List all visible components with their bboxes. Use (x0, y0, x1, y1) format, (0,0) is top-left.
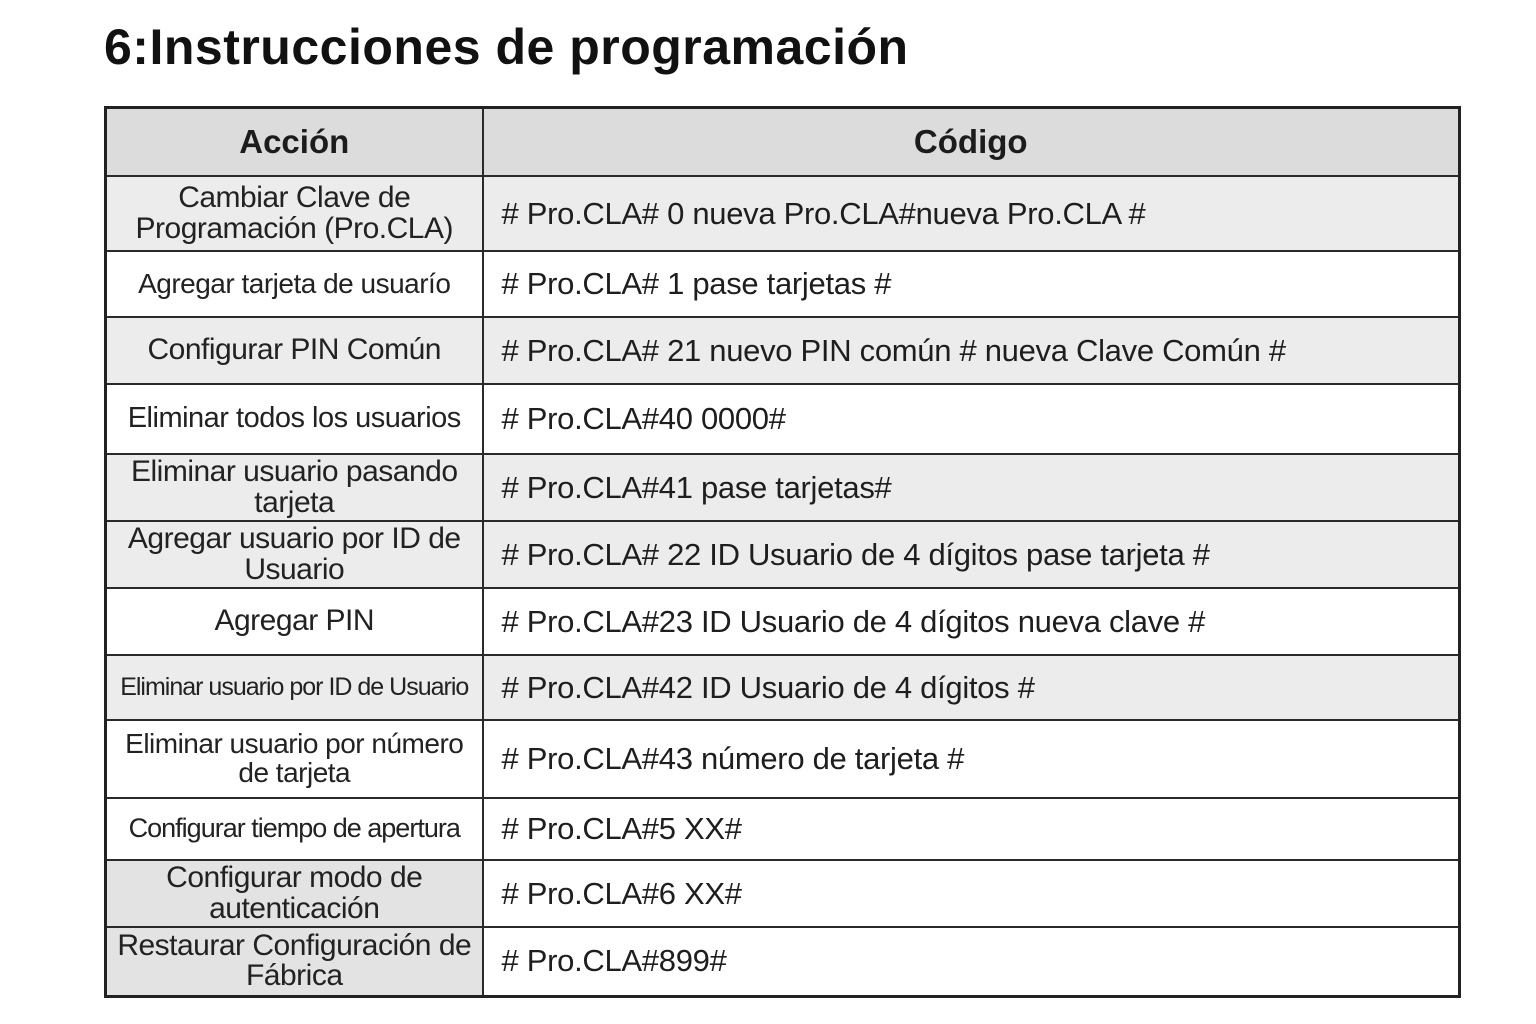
action-cell: Eliminar usuario por ID de Usuario (106, 655, 483, 720)
table-row (106, 454, 1460, 521)
code-cell: # Pro.CLA# 1 pase tarjetas # (483, 251, 1460, 317)
action-cell: Eliminar usuario por número de tarjeta (106, 720, 483, 798)
header-code: Código (483, 108, 1460, 177)
table-row (106, 176, 1460, 251)
code-cell: # Pro.CLA#43 número de tarjeta # (483, 720, 1460, 798)
table-row (106, 588, 1460, 655)
table-row (106, 317, 1460, 384)
action-cell: Cambiar Clave de Programación (Pro.CLA) (106, 176, 483, 251)
action-cell: Restaurar Configuración de Fábrica (106, 927, 483, 996)
action-cell: Eliminar todos los usuarios (106, 384, 483, 454)
code-cell: # Pro.CLA#6 XX# (483, 860, 1460, 927)
action-cell: Configurar PIN Común (106, 317, 483, 384)
action-cell: Configurar modo de autenticación (106, 860, 483, 927)
action-cell: Eliminar usuario pasando tarjeta (106, 454, 483, 521)
header-action: Acción (106, 108, 483, 177)
table-row (106, 798, 1460, 860)
table-row (106, 251, 1460, 317)
page-title: 6:Instrucciones de programación (104, 19, 909, 75)
code-cell: # Pro.CLA#899# (483, 927, 1460, 996)
table-row (106, 384, 1460, 454)
code-cell: # Pro.CLA# 22 ID Usuario de 4 dígitos pase tarjeta # (483, 521, 1460, 588)
code-cell: # Pro.CLA# 0 nueva Pro.CLA#nueva Pro.CLA # (483, 176, 1460, 251)
table-row (106, 860, 1460, 927)
code-cell: # Pro.CLA# 21 nuevo PIN común # nueva Clave Común # (483, 317, 1460, 384)
table-row (106, 521, 1460, 588)
code-cell: # Pro.CLA#41 pase tarjetas# (483, 454, 1460, 521)
table-header-row (106, 108, 1460, 177)
code-cell: # Pro.CLA#5 XX# (483, 798, 1460, 860)
programming-instructions-table (104, 106, 1461, 998)
table-row (106, 720, 1460, 798)
code-cell: # Pro.CLA#42 ID Usuario de 4 dígitos # (483, 655, 1460, 720)
code-cell: # Pro.CLA#40 0000# (483, 384, 1460, 454)
table-row (106, 655, 1460, 720)
table-row (106, 927, 1460, 996)
action-cell: Configurar tiempo de apertura (106, 798, 483, 860)
code-cell: # Pro.CLA#23 ID Usuario de 4 dígitos nueva clave # (483, 588, 1460, 655)
action-cell: Agregar tarjeta de usuarío (106, 251, 483, 317)
action-cell: Agregar PIN (106, 588, 483, 655)
action-cell: Agregar usuario por ID de Usuario (106, 521, 483, 588)
